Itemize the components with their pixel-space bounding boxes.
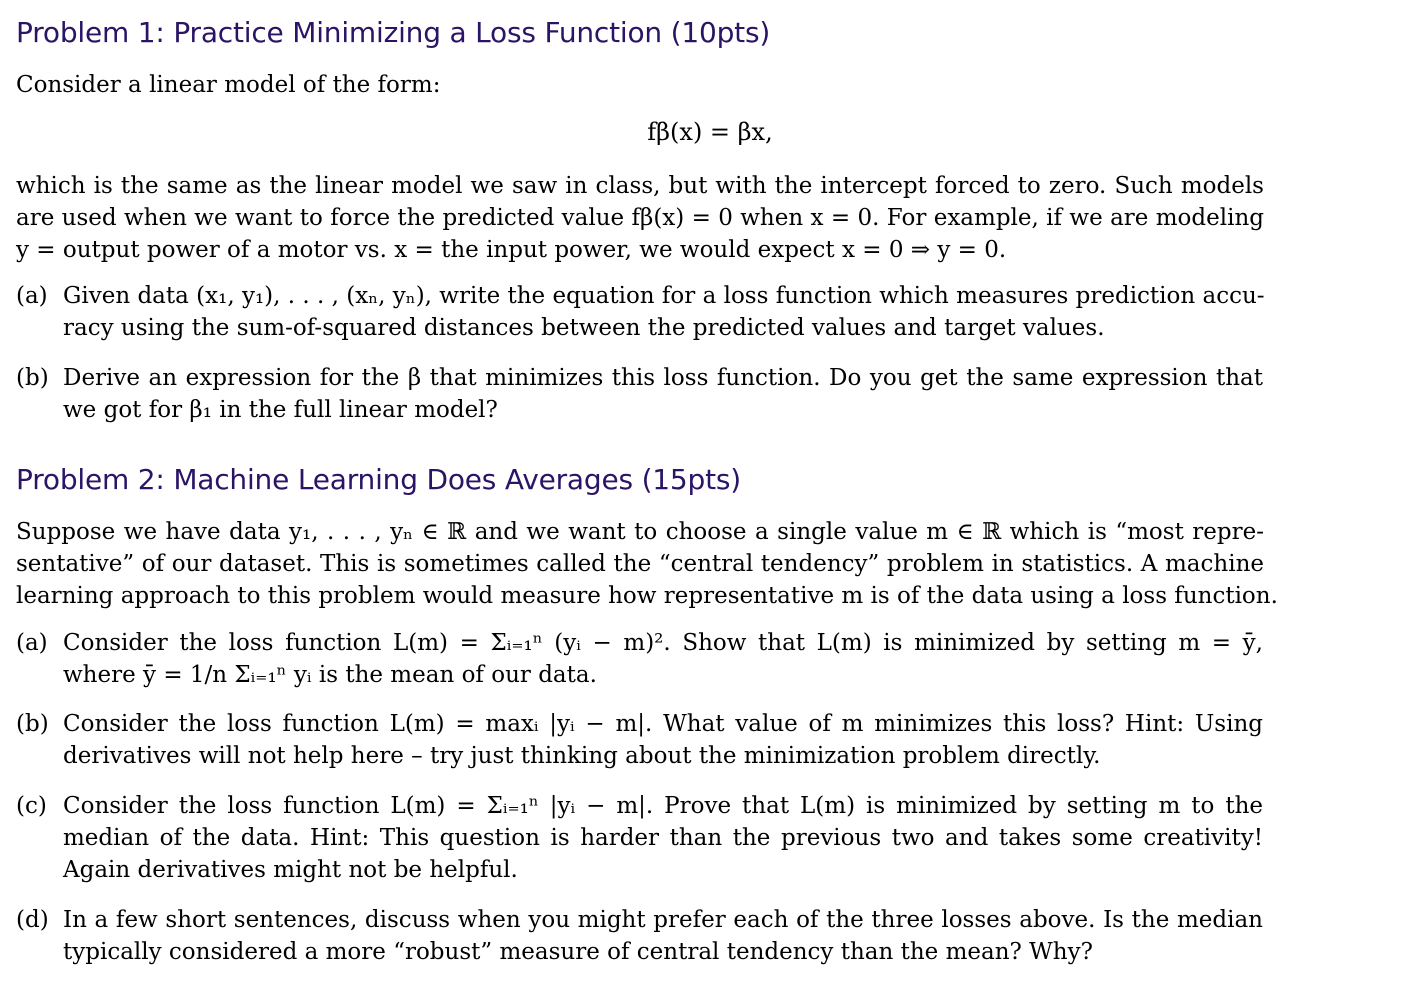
part-line: racy using the sum-of-squared distances between the predicted values and target values. bbox=[63, 315, 1105, 341]
part-line: median of the data. Hint: This question is harder than the previous two and takes some creativity! bbox=[63, 825, 1263, 851]
part-line: Given data (x₁, y₁), . . . , (xₙ, yₙ), write the equation for a loss function which measures prediction accu- bbox=[63, 283, 1265, 309]
part-label: (c) bbox=[16, 793, 47, 819]
paragraph-line: learning approach to this problem would measure how representative m is of the data using a loss function. bbox=[16, 583, 1278, 609]
paragraph-line: which is the same as the linear model we saw in class, but with the intercept forced to zero. Such models bbox=[16, 173, 1264, 199]
part-label: (b) bbox=[16, 711, 49, 737]
part-line: Consider the loss function L(m) = Σᵢ₌₁ⁿ (yᵢ − m)². Show that L(m) is minimized by setting m = ȳ, bbox=[63, 630, 1263, 656]
problem-2-paragraph bbox=[16, 516, 1278, 612]
problem-1-title: Problem 1: Practice Minimizing a Loss Function (10pts) bbox=[16, 16, 771, 49]
model-equation: fβ(x) = βx, bbox=[647, 118, 773, 146]
part-line: Derive an expression for the β that minimizes this loss function. Do you get the same expression that bbox=[63, 365, 1263, 391]
part-line: typically considered a more “robust” measure of central tendency than the mean? Why? bbox=[63, 939, 1093, 965]
paragraph-line: sentative” of our dataset. This is sometimes called the “central tendency” problem in statistics. A machine bbox=[16, 551, 1264, 577]
part-label: (d) bbox=[16, 907, 49, 933]
part-line: where ȳ = 1/n Σᵢ₌₁ⁿ yᵢ is the mean of our data. bbox=[63, 662, 597, 688]
problem-1-intro bbox=[16, 69, 1264, 101]
paragraph-line: y = output power of a motor vs. x = the input power, we would expect x = 0 ⇒ y = 0. bbox=[16, 237, 1007, 263]
problem-1-intro-text: Consider a linear model of the form: bbox=[16, 72, 441, 98]
part-label: (a) bbox=[16, 283, 48, 309]
part-line: we got for β₁ in the full linear model? bbox=[63, 397, 498, 423]
part-line: Again derivatives might not be helpful. bbox=[63, 857, 518, 883]
part-label: (a) bbox=[16, 630, 48, 656]
part-line: Consider the loss function L(m) = maxᵢ |yᵢ − m|. What value of m minimizes this loss? Hint: Using bbox=[63, 711, 1263, 737]
part-label: (b) bbox=[16, 365, 49, 391]
part-line: In a few short sentences, discuss when you might prefer each of the three losses above. Is the median bbox=[63, 907, 1263, 933]
part-line: Consider the loss function L(m) = Σᵢ₌₁ⁿ |yᵢ − m|. Prove that L(m) is minimized by setting m to the bbox=[63, 793, 1263, 819]
problem-1-paragraph bbox=[16, 170, 1264, 266]
paragraph-line: Suppose we have data y₁, . . . , yₙ ∈ ℝ and we want to choose a single value m ∈ ℝ which is “most repre- bbox=[16, 519, 1264, 545]
paragraph-line: are used when we want to force the predicted value fβ(x) = 0 when x = 0. For example, if we are modeling bbox=[16, 205, 1264, 231]
part-line: derivatives will not help here – try just thinking about the minimization problem directly. bbox=[63, 743, 1101, 769]
problem-2-title: Problem 2: Machine Learning Does Averages (15pts) bbox=[16, 463, 741, 496]
